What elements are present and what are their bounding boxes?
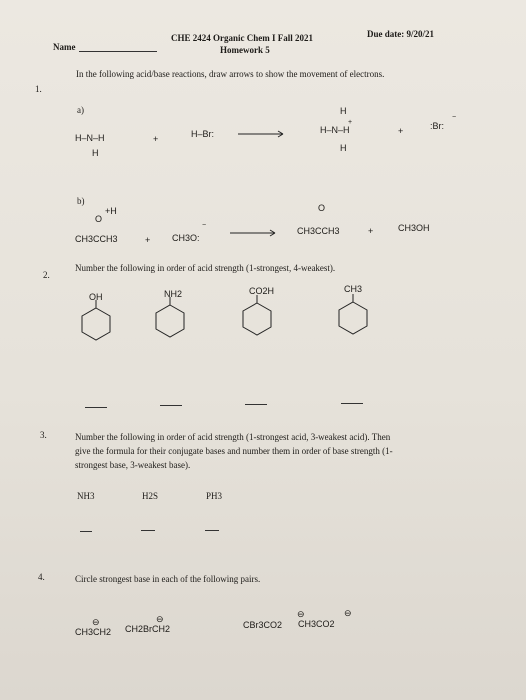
q2-ring-1 — [79, 300, 113, 350]
q1a-label: a) — [77, 105, 84, 115]
q1b-reactant2-charge: − — [202, 222, 207, 229]
q4-pair2-option-1[interactable]: CBr3CO2 — [243, 620, 283, 630]
q2-substituent-1: OH — [89, 292, 103, 302]
name-blank-line — [79, 51, 157, 52]
q1b-product2: CH3OH — [398, 223, 430, 233]
q2-ring-4 — [336, 294, 370, 344]
course-title: CHE 2424 Organic Chem I Fall 2021 — [171, 33, 313, 43]
q1a-plus1: + — [153, 134, 159, 144]
q1b-label: b) — [77, 196, 85, 206]
q2-number: 2. — [43, 270, 50, 280]
q1a-reactant2: H–Br: — [191, 129, 215, 139]
q2-ring-2 — [153, 297, 187, 347]
q3-prompt-line3: strongest base, 3-weakest base). — [75, 460, 191, 470]
q1a-reactant1: H–N–H — [75, 133, 105, 143]
q4-pair2-charge-2: ⊖ — [344, 608, 352, 618]
q4-pair1-option-1[interactable]: CH3CH2 — [75, 627, 112, 637]
q1b-plus1: + — [145, 235, 151, 245]
q4-pair2-charge-1: ⊖ — [297, 609, 305, 619]
q3-answer-blank-1[interactable] — [80, 531, 92, 532]
q2-answer-blank-3[interactable] — [245, 404, 267, 405]
q1b-reactant1-oxygen: O — [95, 214, 103, 224]
q1a-plus2: + — [398, 126, 404, 136]
q2-answer-blank-1[interactable] — [85, 407, 107, 408]
q1-prompt: In the following acid/base reactions, draw arrows to show the movement of electrons. — [76, 69, 385, 79]
homework-title: Homework 5 — [220, 45, 270, 55]
q4-pair1-option-2[interactable]: CH2BrCH2 — [125, 624, 171, 634]
q1b-product1-oxygen: O — [318, 203, 326, 213]
q3-compound-2: H2S — [142, 491, 159, 501]
q4-pair1-charge-1: ⊖ — [92, 617, 100, 627]
q1b-reactant1-h: +H — [105, 206, 117, 216]
q1b-product1: CH3CCH3 — [297, 226, 340, 236]
q2-prompt: Number the following in order of acid strength (1-strongest, 4-weakest). — [75, 263, 336, 273]
q1a-product1-h-top: H — [340, 106, 347, 116]
q4-pair2-option-2[interactable]: CH3CO2 — [298, 619, 335, 629]
q1b-reactant1: CH3CCH3 — [75, 234, 118, 244]
due-date: Due date: 9/20/21 — [367, 29, 434, 39]
q2-substituent-2: NH2 — [164, 289, 183, 299]
q2-ring-3 — [240, 295, 274, 345]
q3-number: 3. — [40, 430, 47, 440]
q1a-product2-charge: − — [452, 114, 457, 121]
q1a-product1-h-bottom: H — [340, 143, 347, 153]
q3-compound-3: PH3 — [206, 491, 223, 501]
q1a-product1-charge: + — [348, 119, 353, 126]
q1b-reaction-arrow — [230, 229, 280, 237]
q3-answer-blank-3[interactable] — [205, 530, 219, 531]
q4-pair1-charge-2: ⊖ — [156, 614, 164, 624]
q3-prompt-line2: give the formula for their conjugate bases and number them in order of base strength (1- — [75, 446, 393, 456]
q4-number: 4. — [38, 572, 45, 582]
q1a-reactant1-h: H — [92, 148, 99, 158]
name-label: Name — [53, 42, 76, 52]
q1b-plus2: + — [368, 226, 374, 236]
q1a-reaction-arrow — [238, 130, 288, 138]
q1a-product2: :Br: — [430, 121, 445, 131]
q2-substituent-3: CO2H — [249, 286, 275, 296]
q2-answer-blank-4[interactable] — [341, 403, 363, 404]
q3-answer-blank-2[interactable] — [141, 530, 155, 531]
q2-substituent-4: CH3 — [344, 284, 363, 294]
q1a-product1: H–N–H — [320, 125, 350, 135]
q3-prompt-line1: Number the following in order of acid strength (1-strongest acid, 3-weakest acid). Then — [75, 432, 391, 442]
q2-answer-blank-2[interactable] — [160, 405, 182, 406]
q1b-reactant2: CH3O: — [172, 233, 200, 243]
q4-prompt: Circle strongest base in each of the following pairs. — [75, 574, 261, 584]
q1-number: 1. — [35, 84, 42, 94]
q3-compound-1: NH3 — [77, 491, 95, 501]
